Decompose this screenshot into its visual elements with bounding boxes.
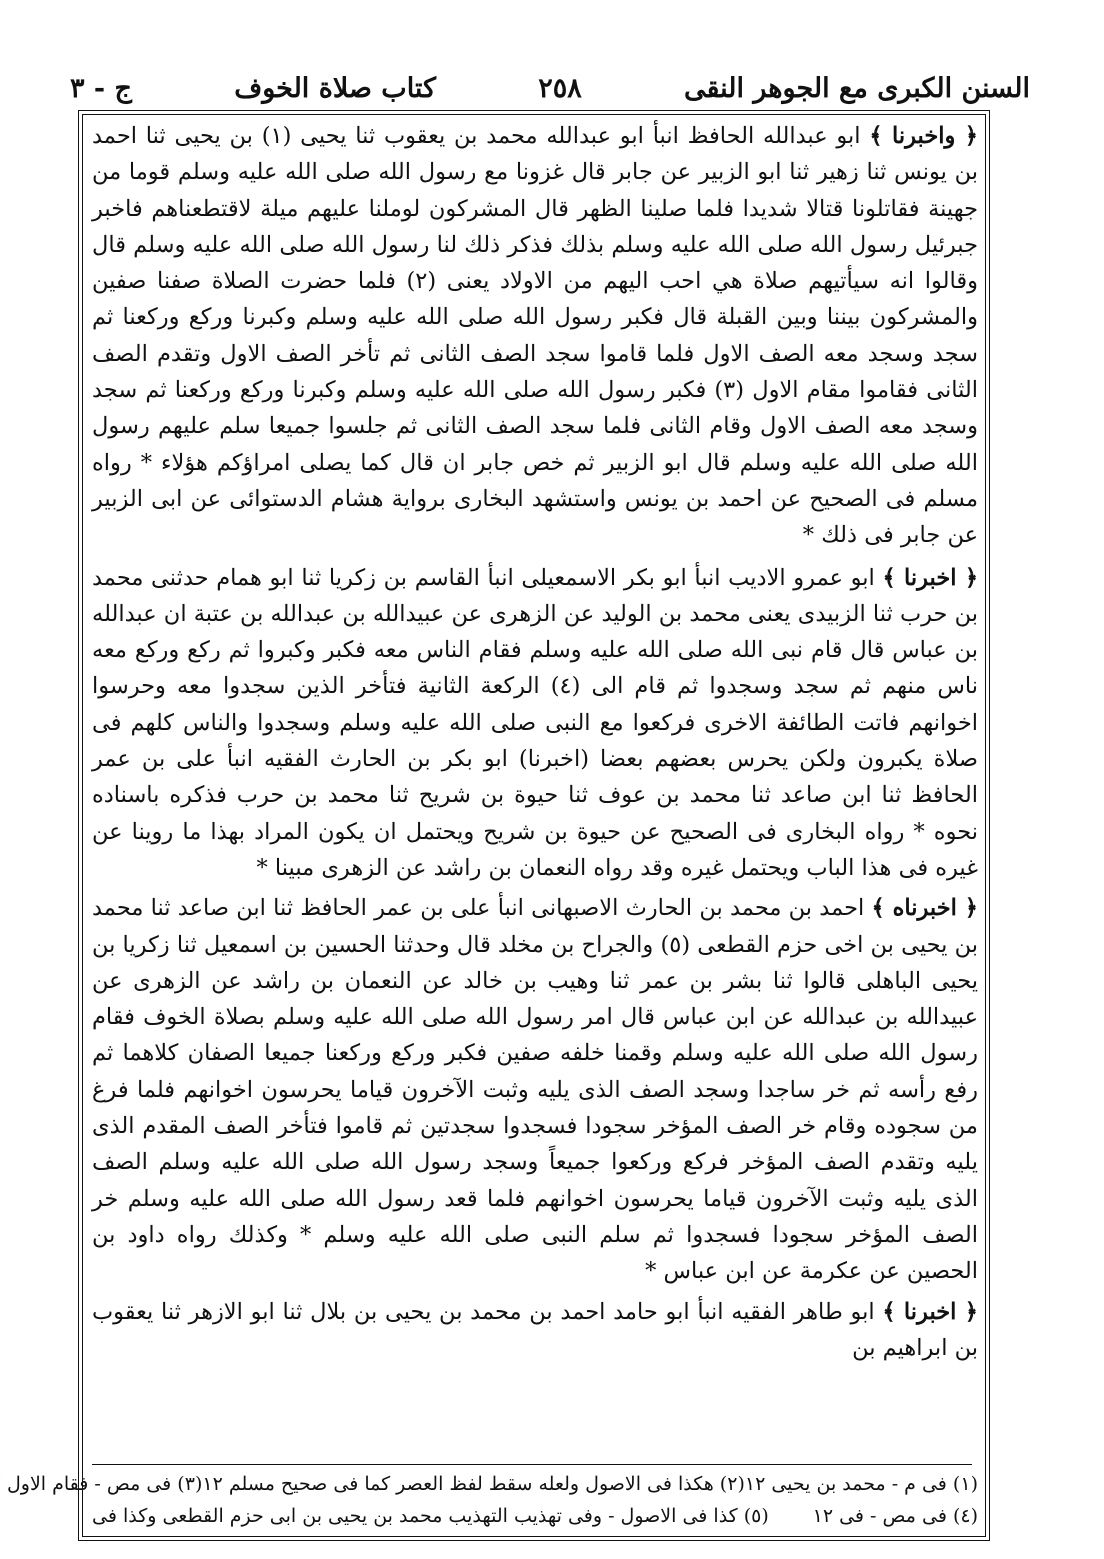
paragraph [92, 1294, 978, 1367]
footnote-line [92, 1500, 978, 1532]
footnote: (٤) فى مص - فى ١٢ [812, 1505, 978, 1527]
paragraph-text: احمد بن محمد بن الحارث الاصبهانى انبأ على بن عمر الحافظ ثنا ابن صاعد ثنا محمد بن يحيى بن اخى حزم القطعى (٥) والجراح بن مخلد قال وحدثنا الحسين بن اسمعيل ثنا زكريا بن يحيى الباهلى قالوا ثنا بشر بن عمر ثنا وهيب بن خالد عن النعمان بن راشد عن الزهرى عن عبيدالله بن عبدالله عن ابن عباس قال امر رسول الله صلى الله عليه وسلم بصلاة الخوف فقام رسول الله صلى الله عليه وسلم وقمنا خلفه صفين فكبر وركع وركعنا جميعا الصفان كلاهما ثم رفع رأسه ثم خر ساجدا وسجد الصف الذى يليه وثبت الآخرون قياما يحرسون اخوانهم فلما فرغ من سجوده وقام خر الصف المؤخر سجودا فسجدوا سجدتين ثم قاموا فتأخر الصف المقدم الذى يليه وتقدم الصف المؤخر فركع وركعوا جميعاً وسجد رسول الله صلى الله عليه وسلم الصف الذى يليه وثبت الآخرون قياما يحرسون اخوانهم فلما قعد رسول الله صلى الله عليه وسلم خر الصف المؤخر سجودا فسجدوا ثم سلم النبى صلى الله عليه وسلم * وكذلك رواه داود بن الحصين عن عكرمة عن ابن عباس * [92, 895, 978, 1285]
paragraph [92, 560, 978, 887]
page-number: ٢٥٨ [538, 72, 582, 104]
footnote: (٥) كذا فى الاصول - وفى تهذيب التهذيب محمد بن يحيى بن ابى حزم القطعى وكذا فى [92, 1505, 769, 1527]
paragraph-text: ابو عمرو الاديب انبأ ابو بكر الاسمعيلى انبأ القاسم بن زكريا ثنا ابو همام حدثنى محمد بن حرب ثنا الزبيدى يعنى محمد بن الوليد عن الزهرى عن عبيدالله بن عبدالله بن عتبة ان عبدالله بن عباس قال قام نبى الله صلى الله عليه وسلم فقام الناس معه فكبر وكبروا ثم ركع وركع معه ناس منهم ثم سجد وسجدوا ثم قام الى (٤) الركعة الثانية فتأخر الذين سجدوا معه وحرسوا اخوانهم فاتت الطائفة الاخرى فركعوا مع النبى صلى الله عليه وسلم وسجدوا والناس كلهم فى صلاة يكبرون ولكن يحرس بعضهم بعضا (اخبرنا) ابو بكر بن الحارث الفقيه انبأ على بن عمر الحافظ ثنا ابن صاعد ثنا محمد بن عوف ثنا حيوة بن شريح ثنا محمد بن حرب فذكره باسناده نحوه * رواه البخارى فى الصحيح عن حيوة بن شريح ويحتمل ان يكون المراد بهذا ما روينا عن غيره فى هذا الباب ويحتمل غيره وقد رواه النعمان بن راشد عن الزهرى مبينا * [92, 564, 978, 881]
page-header [70, 68, 1030, 108]
paragraph [92, 118, 978, 554]
footnote: (١) فى م - محمد بن يحيى ١٢ [744, 1473, 978, 1495]
paragraph [92, 890, 978, 1289]
main-text [92, 118, 978, 1366]
paragraph-lead: ﴿ اخبرنا ﴾ [882, 1298, 978, 1325]
footnote: (٢) هكذا فى الاصول ولعله سقط لفظ العصر كما فى صحيح مسلم ١٢ [202, 1473, 745, 1495]
paragraph-lead: ﴿ اخبرنا ﴾ [882, 564, 979, 591]
footnotes [6, 1468, 978, 1532]
chapter-title: كتاب صلاة الخوف [234, 72, 436, 104]
book-title: السنن الكبرى مع الجوهر النقى [683, 72, 1030, 104]
footnote-separator [92, 1464, 972, 1465]
footnote: (٣) فى مص - فقام الاول [6, 1473, 203, 1495]
footnote-line [6, 1468, 978, 1500]
paragraph-text: ابو طاهر الفقيه انبأ ابو حامد احمد بن محمد بن يحيى بن بلال ثنا ابو الازهر ثنا يعقوب بن ابراهيم بن [92, 1298, 978, 1361]
paragraph-lead: ﴿ اخبرناه ﴾ [871, 895, 978, 922]
paragraph-text: ابو عبدالله الحافظ انبأ ابو عبدالله محمد بن يعقوب ثنا يحيى (١) بن يحيى ثنا احمد بن يونس ثنا زهير ثنا ابو الزبير عن جابر قال غزونا مع رسول الله صلى الله عليه وسلم قوما من جهينة فقاتلونا قتالا شديدا فلما صلينا الظهر قال المشركون لوملنا عليهم ميلة لاقتطعناهم فاخبر جبرئيل رسول الله صلى الله عليه وسلم بذلك فذكر ذلك لنا رسول الله صلى الله عليه وسلم قال وقالوا انه سيأتيهم صلاة هي احب اليهم من الاولاد يعنى (٢) فلما حضرت الصلاة صفنا صفين والمشركون بيننا وبين القبلة قال فكبر رسول الله صلى الله عليه وسلم وكبرنا وركع وركعنا ثم سجد وسجد معه الصف الاول فلما قاموا سجد الصف الثانى ثم تأخر الصف الاول وتقدم الصف الثانى فقاموا مقام الاول (٣) فكبر رسول الله صلى الله عليه وسلم وكبرنا وركع وركعنا ثم سجد وسجد معه الصف الاول وقام الثانى فلما سجد الصف الثانى ثم جلسوا جميعا سلم عليهم رسول الله صلى الله عليه وسلم قال ابو الزبير ثم خص جابر ان قال كما يصلى امراؤكم هؤلاء * رواه مسلم فى الصحيح عن احمد بن يونس واستشهد البخارى برواية هشام الدستوائى عن ابى الزبير عن جابر فى ذلك * [92, 123, 978, 549]
volume-label: ج - ٣ [70, 72, 132, 104]
paragraph-lead: ﴿ واخبرنا ﴾ [869, 123, 978, 149]
